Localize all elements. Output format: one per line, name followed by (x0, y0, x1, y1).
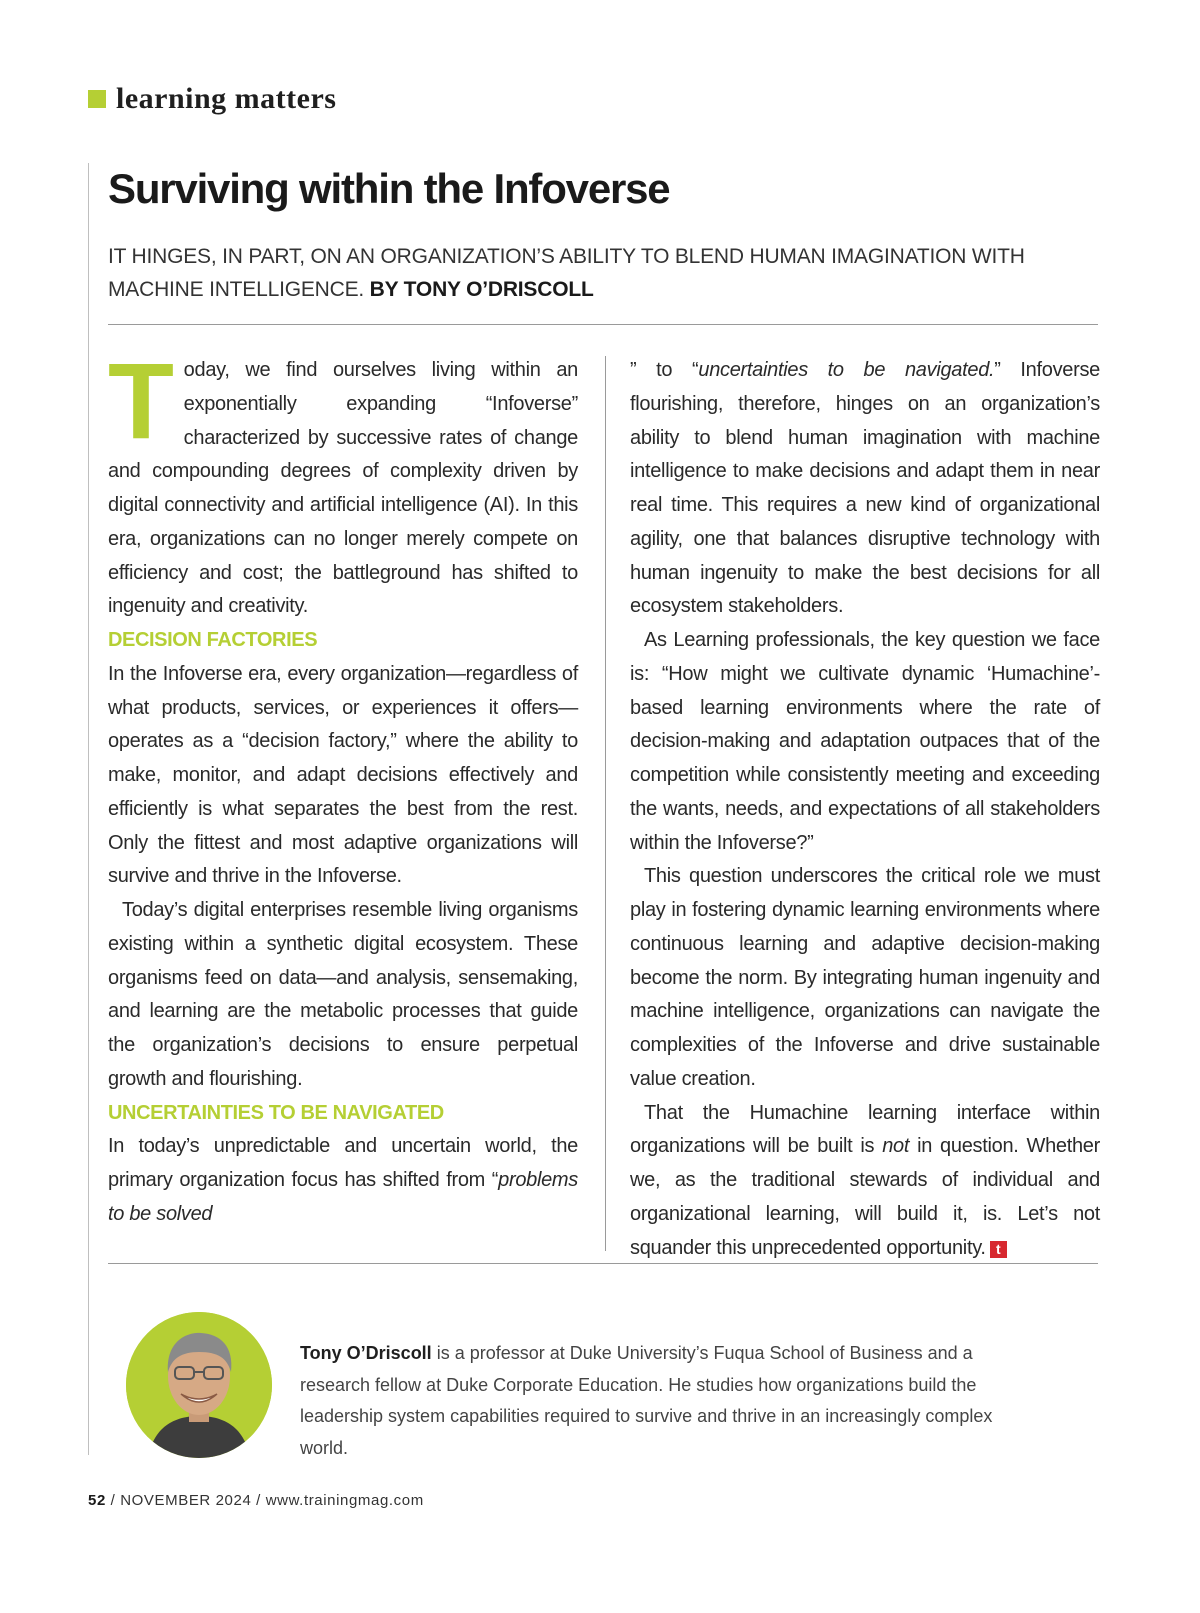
author-portrait-icon (126, 1312, 272, 1458)
issue-date: NOVEMBER 2024 (120, 1492, 252, 1509)
body-paragraph (630, 1097, 1100, 1266)
author-bio-text: is a professor at Duke University’s Fuqua School of Business and a research fellow at Duke Corporate Education. He studies how organizations build the leadership system capabilities required to survive and thrive in an increasingly complex world. (300, 1343, 993, 1458)
emphasis-text: not (882, 1135, 910, 1158)
intro-text: oday, we find ourselves living within an exponentially expanding “Infoverse” characterized by successive rates of change and compounding degrees of complexity driven by digital connectivity and artificial intelligence (AI). In this era, organizations can no longer merely compete on efficiency and cost; the battleground has shifted to ingenuity and creativity. (108, 359, 578, 618)
page-number: 52 (88, 1492, 106, 1509)
end-mark-icon: t (990, 1241, 1007, 1258)
author-avatar (126, 1312, 272, 1458)
body-paragraph: As Learning professionals, the key question we face is: “How might we cultivate dynamic ‘Humachine’-based learning environments where the rate of decision-making and adaptation outpaces that of the competition while consistently meeting and exceeding the wants, needs, and expectations of all stakeholders within the Infoverse?” (630, 629, 1100, 854)
subhead-decision-factories: DECISION FACTORIES (108, 629, 318, 651)
text-span: That the Humachine learning interface within organizations will be built is (630, 1101, 1100, 1158)
article-deck (108, 240, 1093, 306)
body-paragraph: This question underscores the critical role we must play in fostering dynamic learning environments where continuous learning and adaptive decision-making become the norm. By integrating human ingenuity and machine intelligence, organizations can navigate the complexities of the Infoverse and drive sustainable value creation. (630, 865, 1100, 1090)
text-span: ” Infoverse flourishing, therefore, hinges on an organization’s ability to blend human imagination with machine intelligence to make decisions and adapt them in near real time. This requires a new kind of organizational agility, one that balances disruptive technology with human ingenuity to make the best decisions for all ecosystem stakeholders. (630, 359, 1100, 618)
intro-paragraph (108, 340, 578, 624)
footer-separator: / (105, 1492, 121, 1509)
body-paragraph-continued (630, 354, 1100, 624)
divider-top (108, 324, 1098, 325)
divider-bottom (108, 1263, 1098, 1264)
section-tag-label: learning matters (116, 82, 337, 115)
page-footer (88, 1492, 424, 1509)
drop-cap: T (108, 340, 174, 461)
section-tag (88, 82, 336, 116)
column-rule (605, 356, 606, 1251)
emphasis-text: uncertainties to be navigated. (698, 359, 995, 381)
text-span: In today’s unpredictable and uncertain world, the primary organization focus has shifted from “ (108, 1135, 578, 1191)
article-title: Surviving within the Infoverse (108, 165, 670, 212)
section-tag-square (88, 90, 106, 108)
byline: BY TONY O’DRISCOLL (369, 278, 594, 301)
column-left (108, 340, 578, 1232)
subhead-uncertainties: UNCERTAINTIES TO BE NAVIGATED (108, 1101, 444, 1124)
website-link[interactable]: www.trainingmag.com (265, 1492, 424, 1509)
author-bio (300, 1338, 1020, 1464)
deck-text: IT HINGES, IN PART, ON AN ORGANIZATION’S ABILITY TO BLEND HUMAN IMAGINATION WITH MACHINE INTELLIGENCE. (108, 245, 1025, 301)
column-right (630, 354, 1100, 1265)
body-paragraph-split (108, 1130, 578, 1231)
body-paragraph: In the Infoverse era, every organization—regardless of what products, services, or experiences it offers—operates as a “decision factory,” where the ability to make, monitor, and adapt decisions effectively and efficiently is what separates the best from the rest. Only the fittest and most adaptive organizations will survive and thrive in the Infoverse. (108, 662, 578, 888)
body-paragraph: Today’s digital enterprises resemble living organisms existing within a synthetic digital ecosystem. These organisms feed on data—and analysis, sensemaking, and learning are the metabolic processes that guide the organization’s decisions to ensure perpetual growth and flourishing. (108, 899, 578, 1090)
page-vertical-rule (88, 163, 89, 1455)
footer-separator: / (251, 1492, 266, 1509)
text-span: in question. Whether we, as the traditional stewards of individual and organizational learning, will build it, is. Let’s not squander this unprecedented opportunity. (630, 1135, 1100, 1259)
author-name: Tony O’Driscoll (300, 1343, 432, 1363)
emphasis-text: problems to be solved (108, 1169, 578, 1225)
text-span: ” to “ (630, 359, 699, 381)
